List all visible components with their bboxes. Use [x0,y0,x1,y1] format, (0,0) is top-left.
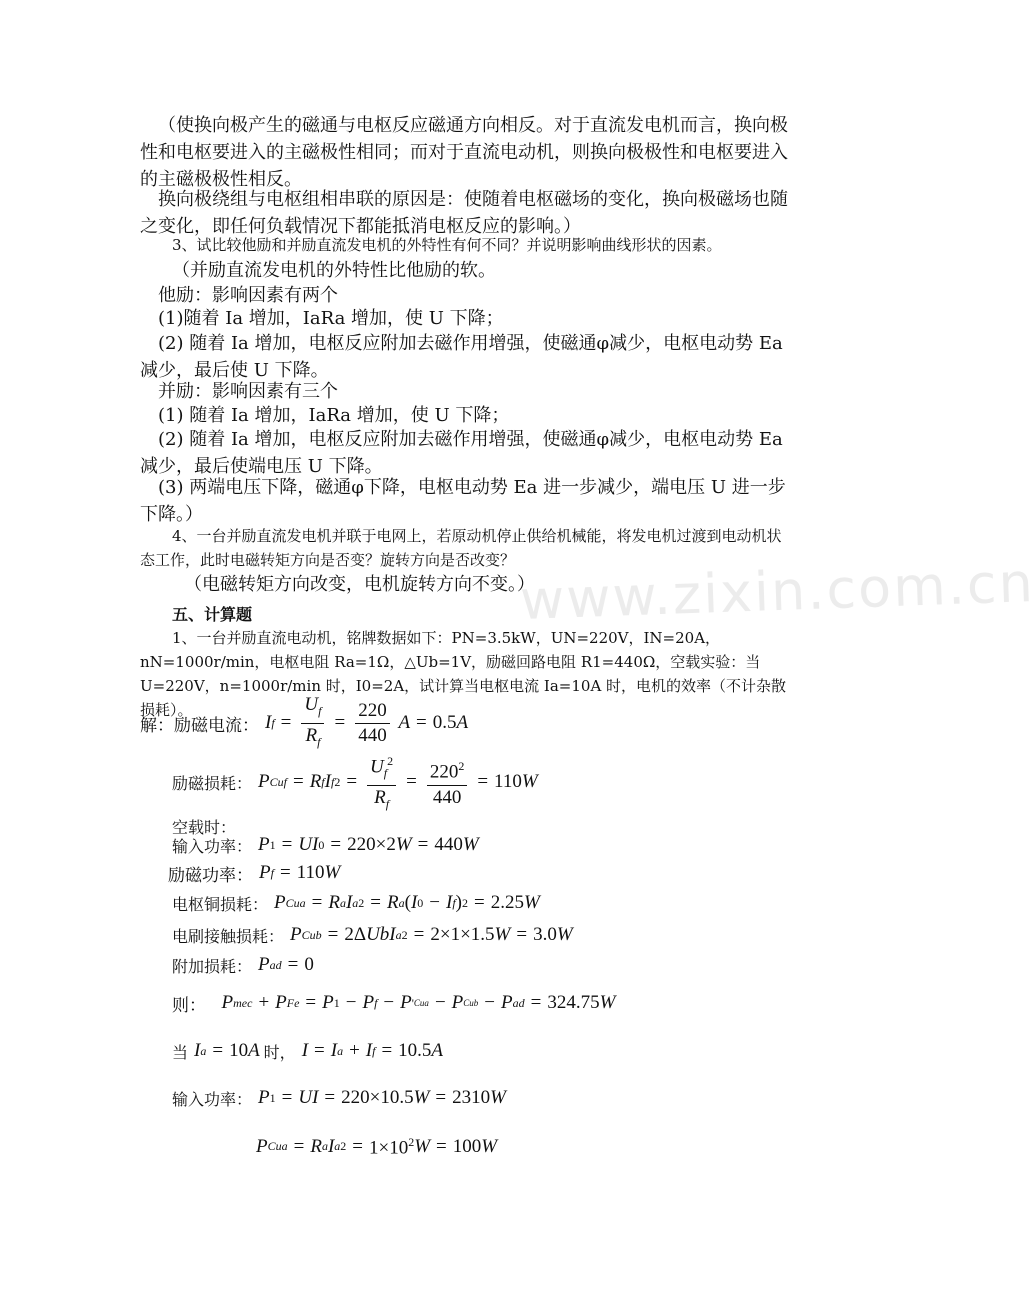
formula: P ad = 0 [258,954,314,975]
problem-1-statement: 1、一台并励直流电动机，铭牌数据如下：PN=3.5kW，UN=220V，IN=20A，nN=1000r/min，电枢电阻 Ra=1Ω，△Ub=1V，励磁回路电阻 R1=440Ω，空载实验：当 U=220V，n=1000r/min 时，I0=2A，试计算当电枢电流 Ia=10A 时，电机的效率（不计杂散损耗）。 [140,629,787,719]
eq-input-power-no-load [172,832,479,858]
formula: P Cua = R a I a 2 = $1\times 10^2$ W = 100 W [256,1134,498,1159]
paragraph-commutating-pole-polarity: （使换向极产生的磁通与电枢反应磁通方向相反。对于直流发电机而言，换向极性和电枢要进入的主磁极性相同；而对于直流电动机，则换向极极性和电枢要进入的主磁极极性相反。 [140,115,788,190]
eq-label: 解：励磁电流： [140,715,259,736]
question-4: 4、一台并励直流发电机并联于电网上，若原动机停止供给机械能，将发电机过渡到电动机状态工作，此时电磁转矩方向是否变？旋转方向是否改变？ [140,527,782,569]
section-heading-calculation: 五、计算题 [172,605,253,624]
separately-excited-heading: 他励：影响因素有两个 [158,285,338,306]
formula: P f = 110 W [259,862,341,883]
eq-field-power [168,860,340,886]
formula: P Cub = 2Δ UbI a 2 = 2×1×1.5 W = 3.0 W [290,924,573,945]
eq-input-power-load [172,1084,506,1112]
eq-label: 电刷接触损耗： [172,926,285,946]
eq-total-current [172,1036,443,1066]
shunt-excited-factor-1: (1) 随着 Ia 增加，IaRa 增加，使 U 下降； [158,405,510,426]
eq-label-when: 当 [172,1042,189,1062]
answer-4: （电磁转矩方向改变，电机旋转方向不变。） [184,574,535,595]
formula: P Cua = R a I a 2 = R a ( I 0 − I f ) 2 = 2.25 W [274,892,540,913]
eq-field-current [140,693,469,749]
formula: P mec + P Fe = P 1 − P f − P ' Cua − P Cub − P ad = 324.75 W [212,992,616,1013]
eq-armature-copper-loss [172,890,540,916]
eq-label: 输入功率： [172,1089,253,1109]
formula: P Cuf = R f I f 2 = $\frac{U_f^2}{R_f}$ = $\frac{220^2}{440}$ = 110 W [258,749,538,816]
eq-field-loss [172,753,538,811]
eq-label-then: 时， [263,1042,296,1062]
formula-condition: I a = 10 A [194,1040,260,1061]
paragraph-commutating-winding-series: 换向极绕组与电枢组相串联的原因是：使随着电枢磁场的变化，换向极磁场也随之变化，即任何负载情况下都能抵消电枢反应的影响。） [140,189,788,237]
eq-additional-loss [172,952,314,978]
eq-label: 输入功率： [172,836,253,856]
formula: P 1 = UI 0 = 220×2 W = 440 W [258,834,479,855]
formula: P 1 = UI = 220×10.5 W = 2310 W [258,1087,506,1108]
answer-3-intro: （并励直流发电机的外特性比他励的软。 [172,260,496,281]
separately-excited-factor-1: (1)随着 Ia 增加，IaRa 增加，使 U 下降； [158,308,504,329]
eq-mechanical-iron-loss [172,988,615,1018]
question-3: 3、试比较他励和并励直流发电机的外特性有何不同？并说明影响曲线形状的因素。 [172,236,722,254]
shunt-excited-factor-2: (2) 随着 Ia 增加，电枢反应附加去磁作用增强，使磁通φ减少，电枢电动势 Ea 减少，最后使端电压 U 下降。 [140,429,783,477]
eq-label: 励磁损耗： [172,773,253,793]
eq-label: 则： [172,995,206,1016]
eq-label: 附加损耗： [172,956,253,976]
eq-armature-copper-loss-load [256,1132,497,1162]
shunt-excited-heading: 并励：影响因素有三个 [158,381,338,402]
eq-brush-contact-loss [172,922,573,948]
watermark: www.zixin.com.cn [519,551,1036,632]
formula: I f = $\frac{U_f}{R_f}$ = $\frac{220}{440}$ A = 0.5 A [265,693,469,749]
shunt-excited-factor-3: (3) 两端电压下降，磁通φ下降，电枢电动势 Ea 进一步减少，端电压 U 进一步下降。） [140,477,786,525]
eq-label: 空载时： [172,817,237,837]
eq-label: 电枢铜损耗： [172,894,269,914]
eq-label: 励磁功率： [168,865,253,886]
separately-excited-factor-2: (2) 随着 Ia 增加，电枢反应附加去磁作用增强，使磁通φ减少，电枢电动势 Ea 减少，最后使 U 下降。 [140,333,783,381]
formula: I = I a + I f = 10.5 A [301,1040,444,1061]
